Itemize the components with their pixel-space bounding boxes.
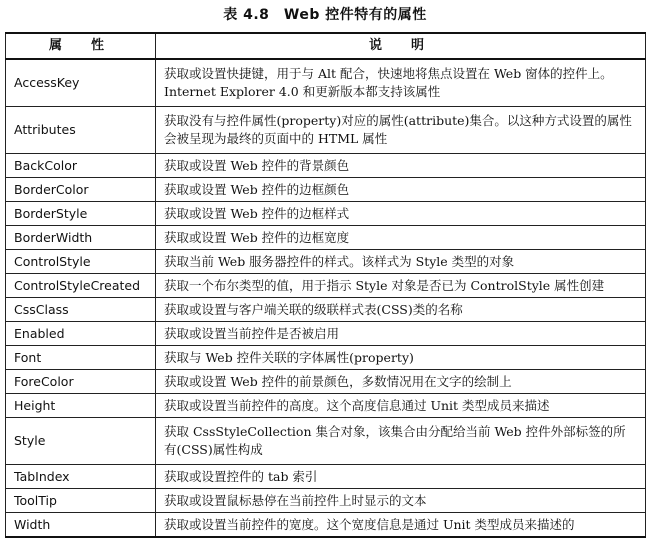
property-name-cell: Enabled (6, 322, 156, 346)
table-row (6, 202, 646, 226)
table-caption: 表 4.8 Web 控件特有的属性 (223, 7, 427, 23)
table-row (6, 394, 646, 418)
table-row (6, 513, 646, 538)
property-name-cell: TabIndex (6, 465, 156, 489)
property-name-cell: Attributes (6, 107, 156, 154)
header-row (6, 33, 646, 59)
table-row (6, 465, 646, 489)
property-name-cell: Style (6, 418, 156, 465)
property-description-cell: 获取 CssStyleCollection 集合对象，该集合由分配给当前 Web 控件外部标签的所有(CSS)属性构成 (156, 418, 646, 465)
table-row (6, 107, 646, 154)
property-description-cell: 获取或设置 Web 控件的边框样式 (156, 202, 646, 226)
property-description-cell: 获取或设置 Web 控件的前景颜色，多数情况用在文字的绘制上 (156, 370, 646, 394)
table-row (6, 250, 646, 274)
column-header-property: 属 性 (6, 33, 156, 59)
table-row (6, 322, 646, 346)
table-row (6, 346, 646, 370)
table-row (6, 59, 646, 107)
table-row (6, 274, 646, 298)
table-row (6, 418, 646, 465)
property-description-cell: 获取没有与控件属性(property)对应的属性(attribute)集合。以这种方式设置的属性会被呈现为最终的页面中的 HTML 属性 (156, 107, 646, 154)
property-description-cell: 获取当前 Web 服务器控件的样式。该样式为 Style 类型的对象 (156, 250, 646, 274)
property-description-cell: 获取或设置鼠标悬停在当前控件上时显示的文本 (156, 489, 646, 513)
table-row (6, 298, 646, 322)
properties-table (5, 32, 646, 538)
property-name-cell: ControlStyle (6, 250, 156, 274)
property-name-cell: CssClass (6, 298, 156, 322)
property-description-cell: 获取与 Web 控件关联的字体属性(property) (156, 346, 646, 370)
table-row (6, 154, 646, 178)
property-name-cell: ForeColor (6, 370, 156, 394)
property-description-cell: 获取或设置当前控件的宽度。这个宽度信息是通过 Unit 类型成员来描述的 (156, 513, 646, 538)
property-description-cell: 获取或设置控件的 tab 索引 (156, 465, 646, 489)
table-row (6, 489, 646, 513)
table-row (6, 178, 646, 202)
table-header (6, 33, 646, 59)
column-header-description: 说 明 (156, 33, 646, 59)
property-name-cell: BackColor (6, 154, 156, 178)
table-row (6, 370, 646, 394)
property-description-cell: 获取或设置快捷键，用于与 Alt 配合，快速地将焦点设置在 Web 窗体的控件上。Internet Explorer 4.0 和更新版本都支持该属性 (156, 59, 646, 107)
property-name-cell: BorderStyle (6, 202, 156, 226)
property-name-cell: ControlStyleCreated (6, 274, 156, 298)
property-name-cell: Font (6, 346, 156, 370)
property-description-cell: 获取或设置 Web 控件的边框宽度 (156, 226, 646, 250)
property-name-cell: Height (6, 394, 156, 418)
property-description-cell: 获取或设置当前控件的高度。这个高度信息通过 Unit 类型成员来描述 (156, 394, 646, 418)
property-name-cell: BorderWidth (6, 226, 156, 250)
property-description-cell: 获取或设置 Web 控件的边框颜色 (156, 178, 646, 202)
table-row (6, 226, 646, 250)
property-name-cell: Width (6, 513, 156, 538)
property-description-cell: 获取或设置 Web 控件的背景颜色 (156, 154, 646, 178)
property-description-cell: 获取或设置与客户端关联的级联样式表(CSS)类的名称 (156, 298, 646, 322)
property-description-cell: 获取一个布尔类型的值，用于指示 Style 对象是否已为 ControlStyle 属性创建 (156, 274, 646, 298)
table-body (6, 59, 646, 537)
property-name-cell: ToolTip (6, 489, 156, 513)
property-name-cell: BorderColor (6, 178, 156, 202)
property-name-cell: AccessKey (6, 59, 156, 107)
property-description-cell: 获取或设置当前控件是否被启用 (156, 322, 646, 346)
